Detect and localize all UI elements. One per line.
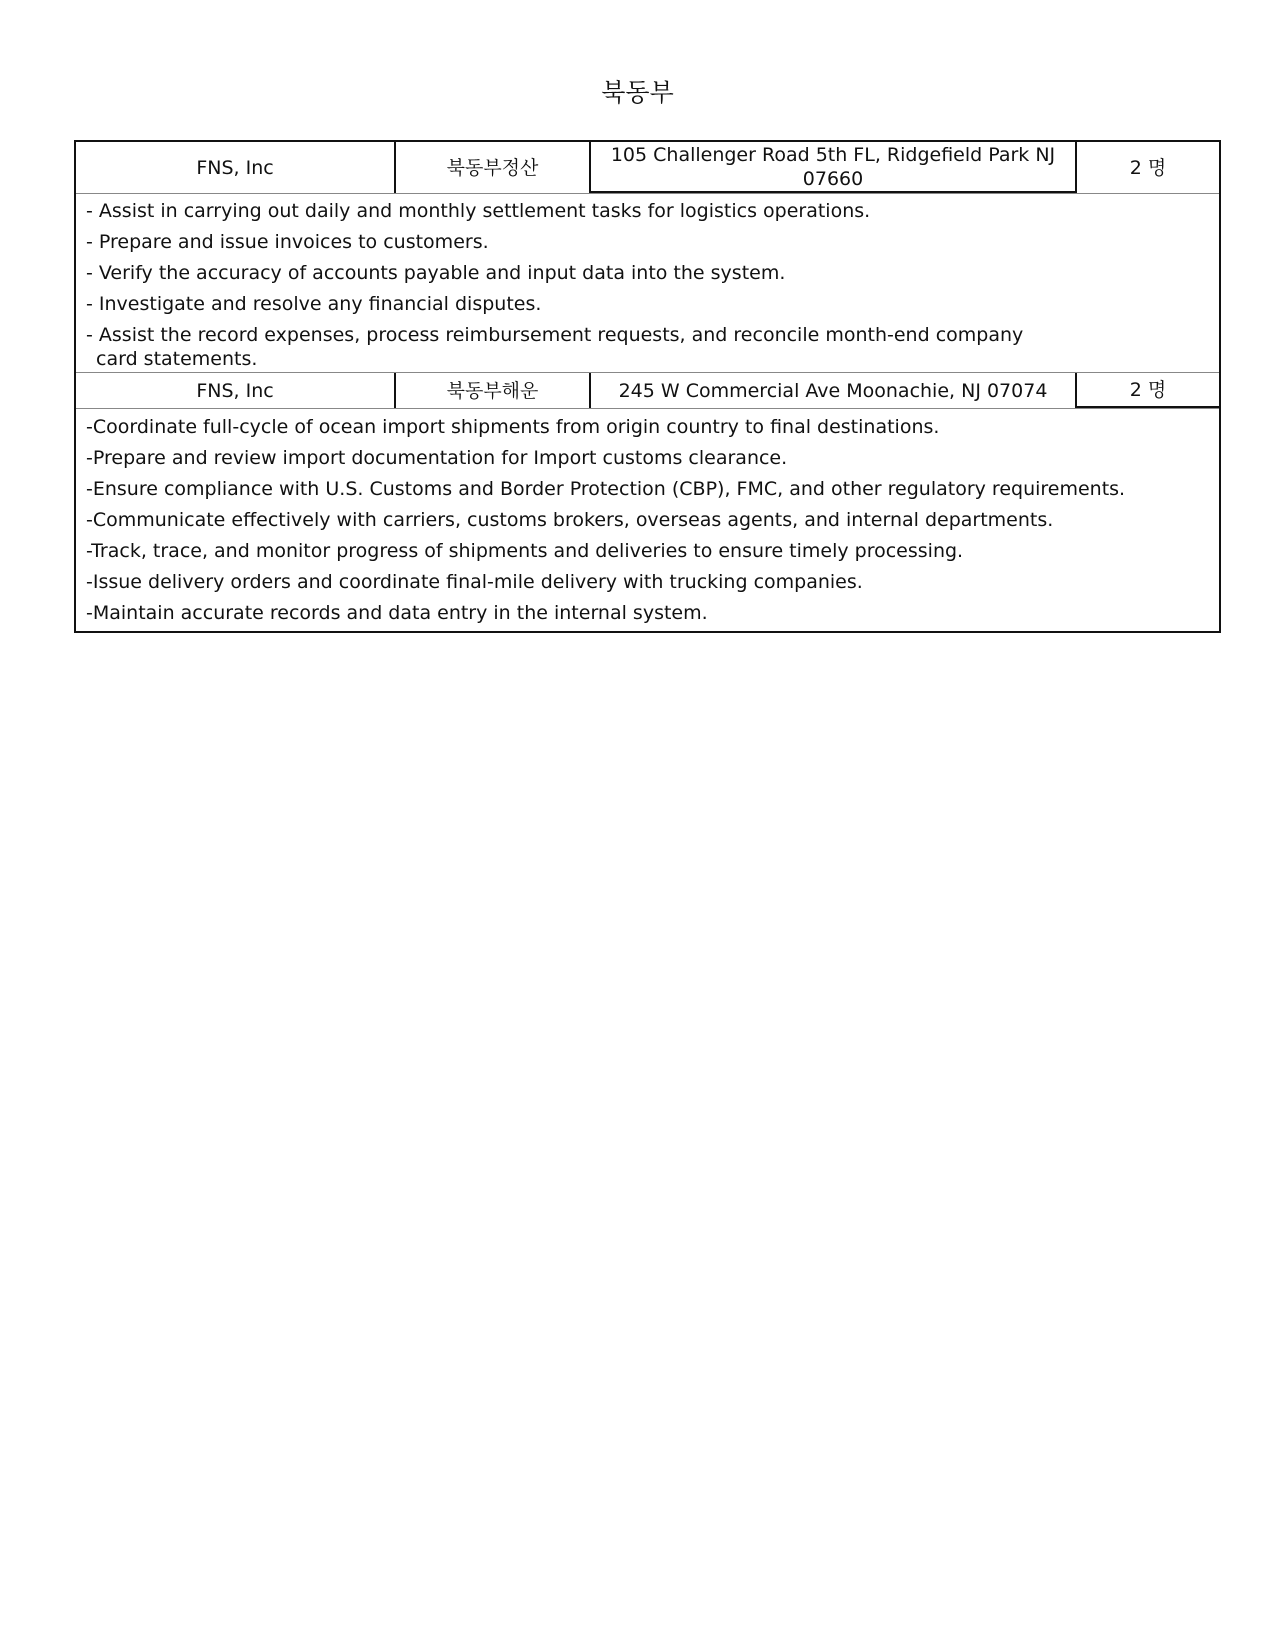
duty-item: - Prepare and issue invoices to customers.: [86, 231, 489, 253]
department-cell: 북동부정산: [396, 142, 591, 193]
address-cell: 105 Challenger Road 5th FL, Ridgefield Park NJ 07660: [591, 142, 1077, 193]
duty-item: -Ensure compliance with U.S. Customs and Border Protection (CBP), FMC, and other regulatory requirements.: [86, 478, 1126, 500]
duty-item: -Communicate effectively with carriers, customs brokers, overseas agents, and internal departments.: [86, 509, 1054, 531]
department-cell: 북동부해운: [396, 373, 591, 408]
headcount-cell: 2 명: [1077, 373, 1219, 408]
posting-header-row: [76, 372, 1219, 409]
address-cell: 245 W Commercial Ave Moonachie, NJ 07074: [591, 373, 1077, 408]
duty-item: -Track, trace, and monitor progress of shipments and deliveries to ensure timely processing.: [86, 540, 964, 562]
company-cell: FNS, Inc: [76, 142, 396, 193]
job-listing-table: [74, 140, 1221, 633]
duty-item: -Prepare and review import documentation for Import customs clearance.: [86, 447, 788, 469]
duty-item: -Coordinate full-cycle of ocean import shipments from origin country to final destinations.: [86, 416, 940, 438]
duties-list: [76, 194, 1219, 372]
duty-item: - Investigate and resolve any financial disputes.: [86, 293, 542, 315]
headcount-cell: 2 명: [1129, 156, 1167, 179]
duty-item: -Maintain accurate records and data entry in the internal system.: [86, 602, 708, 624]
page-title: 북동부: [601, 78, 674, 107]
posting-header-row: [76, 142, 1219, 194]
duty-item: - Verify the accuracy of accounts payable and input data into the system.: [86, 262, 786, 284]
duties-list: [76, 409, 1219, 631]
duty-item: - Assist in carrying out daily and monthly settlement tasks for logistics operations.: [86, 200, 871, 222]
duty-item: -Issue delivery orders and coordinate final-mile delivery with trucking companies.: [86, 571, 863, 593]
company-cell: FNS, Inc: [76, 373, 396, 408]
duty-item: - Assist the record expenses, process reimbursement requests, and reconcile month-end company card statements.: [86, 324, 1024, 370]
